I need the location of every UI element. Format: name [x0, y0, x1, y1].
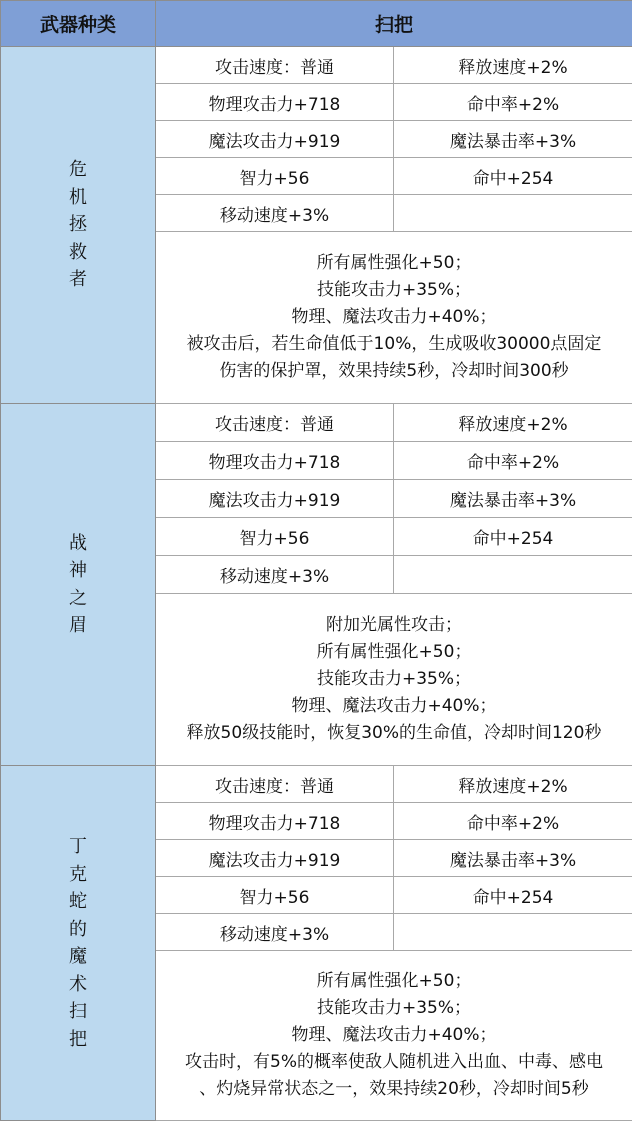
weapon-table-body	[1, 47, 632, 1121]
attribute-cell-right: 魔法暴击率+3%	[394, 840, 632, 877]
effect-line: 、灼烧异常状态之一，效果持续20秒，冷却时间5秒	[158, 1076, 630, 1103]
attribute-cell-left: 魔法攻击力+919	[156, 480, 394, 518]
attribute-cell-left: 移动速度+3%	[156, 914, 394, 951]
attribute-cell-right: 释放速度+2%	[394, 404, 632, 442]
attribute-cell-left: 魔法攻击力+919	[156, 121, 394, 158]
attribute-cell-right	[394, 195, 632, 232]
attribute-cell-left: 攻击速度：普通	[156, 47, 394, 84]
effect-line: 技能攻击力+35%；	[158, 666, 630, 693]
weapon-name: 危 机 拯 救 者	[69, 156, 87, 294]
effect-line: 物理、魔法攻击力+40%；	[158, 304, 630, 331]
attribute-row	[1, 47, 632, 84]
attribute-cell-right: 命中率+2%	[394, 84, 632, 121]
effect-line: 技能攻击力+35%；	[158, 995, 630, 1022]
attribute-row	[1, 404, 632, 442]
effect-line: 所有属性强化+50；	[158, 968, 630, 995]
effect-line: 伤害的保护罩，效果持续5秒，冷却时间300秒	[158, 358, 630, 385]
attribute-cell-left: 移动速度+3%	[156, 195, 394, 232]
attribute-cell-right: 命中+254	[394, 158, 632, 195]
effect-line: 攻击时，有5%的概率使敌人随机进入出血、中毒、感电	[158, 1049, 630, 1076]
weapon-name-cell	[1, 404, 156, 766]
attribute-cell-right: 命中率+2%	[394, 442, 632, 480]
attribute-cell-left: 攻击速度：普通	[156, 766, 394, 803]
attribute-cell-left: 移动速度+3%	[156, 556, 394, 594]
effect-line: 物理、魔法攻击力+40%；	[158, 1022, 630, 1049]
attribute-cell-left: 智力+56	[156, 158, 394, 195]
effects-cell	[156, 951, 632, 1121]
header-weapon-type: 武器种类	[1, 1, 156, 47]
attribute-cell-right	[394, 556, 632, 594]
attribute-cell-left: 魔法攻击力+919	[156, 840, 394, 877]
attribute-cell-left: 智力+56	[156, 877, 394, 914]
header-row	[1, 1, 632, 47]
effect-line: 技能攻击力+35%；	[158, 277, 630, 304]
effect-line: 被攻击后，若生命值低于10%，生成吸收30000点固定	[158, 331, 630, 358]
effect-line: 所有属性强化+50；	[158, 250, 630, 277]
attribute-row	[1, 766, 632, 803]
effect-line: 所有属性强化+50；	[158, 639, 630, 666]
weapon-name: 丁 克 蛇 的 魔 术 扫 把	[69, 833, 87, 1053]
attribute-cell-right: 魔法暴击率+3%	[394, 480, 632, 518]
weapon-name-cell	[1, 766, 156, 1121]
attribute-cell-left: 智力+56	[156, 518, 394, 556]
weapon-name-cell	[1, 47, 156, 404]
header-weapon-category: 扫把	[156, 1, 632, 47]
effect-line: 释放50级技能时，恢复30%的生命值，冷却时间120秒	[158, 720, 630, 747]
weapon-name: 战 神 之 眉	[69, 530, 87, 640]
effects-cell	[156, 594, 632, 766]
attribute-cell-right: 魔法暴击率+3%	[394, 121, 632, 158]
effects-cell	[156, 232, 632, 404]
attribute-cell-right: 释放速度+2%	[394, 47, 632, 84]
attribute-cell-right: 命中+254	[394, 518, 632, 556]
effect-line: 物理、魔法攻击力+40%；	[158, 693, 630, 720]
attribute-cell-left: 攻击速度：普通	[156, 404, 394, 442]
attribute-cell-left: 物理攻击力+718	[156, 803, 394, 840]
attribute-cell-left: 物理攻击力+718	[156, 442, 394, 480]
attribute-cell-right: 命中率+2%	[394, 803, 632, 840]
effect-line: 附加光属性攻击；	[158, 612, 630, 639]
attribute-cell-right: 释放速度+2%	[394, 766, 632, 803]
attribute-cell-right: 命中+254	[394, 877, 632, 914]
attribute-cell-right	[394, 914, 632, 951]
attribute-cell-left: 物理攻击力+718	[156, 84, 394, 121]
